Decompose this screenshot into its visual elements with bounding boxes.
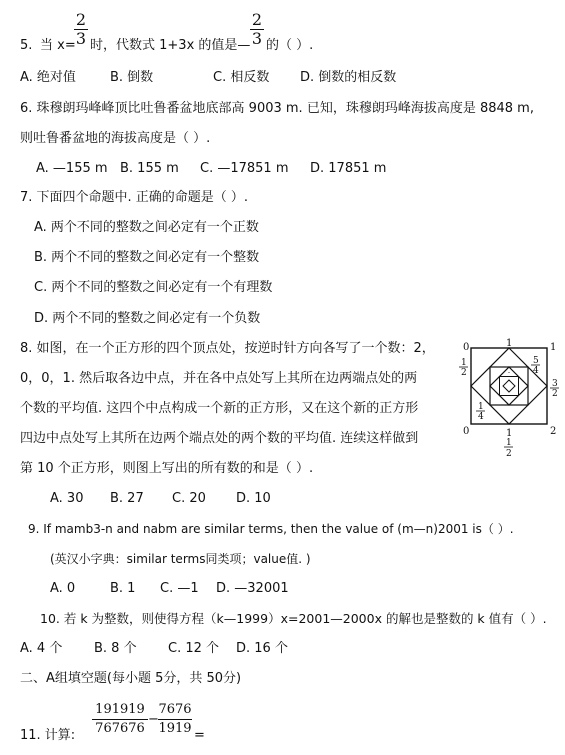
corner-top-left: 0 bbox=[463, 342, 470, 353]
q6-option-c: C. —17851 m bbox=[200, 161, 289, 176]
q6-line-1: 6. 珠穆朗玛峰峰顶比吐鲁番盆地底部高 9003 m. 已知，珠穆朗玛峰海拔高度是 8848 m, bbox=[20, 101, 534, 116]
q8-line-1: 8. 如图，在一个正方形的四个顶点处，按逆时针方向各写了一个数：2， bbox=[20, 341, 435, 356]
q5-option-a: A. 绝对值 bbox=[20, 70, 76, 85]
q6-option-d: D. 17851 m bbox=[310, 161, 387, 176]
q10-option-a: A. 4 个 bbox=[20, 641, 63, 656]
q5-frac2-den: 3 bbox=[251, 29, 263, 48]
frac-inner-left-num: 1 bbox=[478, 402, 484, 412]
q7-option-c: C. 两个不同的整数之间必定有一个有理数 bbox=[34, 280, 273, 295]
q8-line-2: 0，0，1. 然后取各边中点，并在各中点处写上其所在边两端点处的两 bbox=[20, 371, 418, 386]
q11-label: 11. 计算: bbox=[20, 728, 76, 743]
q11-frac2-den: 1919 bbox=[158, 721, 192, 736]
q7-option-a: A. 两个不同的整数之间必定有一个正数 bbox=[34, 220, 259, 235]
q8-line-3: 个数的平均值. 这四个中点构成一个新的正方形，又在这个新的正方形 bbox=[20, 401, 419, 416]
q5-stem-c: 的（ ）. bbox=[266, 38, 314, 53]
q9-option-a: A. 0 bbox=[50, 581, 76, 596]
q5-option-d: D. 倒数的相反数 bbox=[300, 70, 397, 85]
q5-fraction-1 bbox=[74, 12, 88, 47]
frac-inner-left-den: 4 bbox=[478, 412, 484, 422]
q6-option-b: B. 155 m bbox=[120, 161, 179, 176]
section-heading: 二、A组填空题(每小题 5分，共 50分) bbox=[20, 671, 242, 686]
corner-bottom-right: 2 bbox=[550, 426, 557, 437]
q7-stem: 7. 下面四个命题中. 正确的命题是（ ）. bbox=[20, 190, 249, 205]
q5-number: 5. bbox=[20, 38, 33, 53]
q5-frac2-num: 2 bbox=[251, 10, 263, 29]
q8-line-5: 第 10 个正方形，则图上写出的所有数的和是（ ）. bbox=[20, 461, 314, 476]
q5-frac1-den: 3 bbox=[75, 29, 87, 48]
q11-frac2-num: 7676 bbox=[158, 702, 192, 717]
q11-frac1-num: 191919 bbox=[95, 702, 145, 717]
frac-right-num: 3 bbox=[552, 379, 558, 389]
frac-left-den: 2 bbox=[461, 368, 467, 378]
q6-option-a: A. —155 m bbox=[36, 161, 108, 176]
corner-bottom-left: 0 bbox=[463, 426, 470, 437]
q11-fraction-1 bbox=[92, 702, 148, 737]
mid-top: 1 bbox=[506, 338, 513, 349]
q11-fraction-2 bbox=[158, 702, 192, 737]
frac-right-den: 2 bbox=[552, 389, 558, 399]
q5-stem-b: 时，代数式 1+3x 的值是— bbox=[90, 38, 251, 53]
fraction-bar bbox=[158, 719, 192, 720]
q9-option-c: C. —1 bbox=[160, 581, 199, 596]
q6-line-2: 则吐鲁番盆地的海拔高度是（ ）. bbox=[20, 131, 211, 146]
q8-option-a: A. 30 bbox=[50, 491, 84, 506]
q5-stem-a: 当 x= bbox=[40, 38, 76, 53]
q7-option-d: D. 两个不同的整数之间必定有一个负数 bbox=[34, 311, 261, 326]
q8-line-4: 四边中点处写上其所在边两个端点处的两个数的平均值. 连续这样做到 bbox=[20, 431, 419, 446]
q8-option-b: B. 27 bbox=[110, 491, 144, 506]
q9-option-b: B. 1 bbox=[110, 581, 136, 596]
q9-option-d: D. —32001 bbox=[216, 581, 289, 596]
q5-option-b: B. 倒数 bbox=[110, 70, 154, 85]
q5-fraction-2 bbox=[250, 12, 264, 47]
q10-option-b: B. 8 个 bbox=[94, 641, 137, 656]
frac-inner-right-den: 4 bbox=[533, 366, 539, 376]
q10-option-d: D. 16 个 bbox=[236, 641, 288, 656]
corner-top-right: 1 bbox=[550, 342, 557, 353]
mid-bottom: 1 bbox=[506, 428, 513, 439]
q5-option-c: C. 相反数 bbox=[213, 70, 270, 85]
q11-frac1-den: 767676 bbox=[95, 721, 145, 736]
fraction-bar bbox=[92, 719, 148, 720]
frac-left-num: 1 bbox=[461, 358, 467, 368]
q9-note: (英汉小字典：similar terms同类项；value值. ) bbox=[50, 552, 311, 566]
q10-option-c: C. 12 个 bbox=[168, 641, 220, 656]
q8-option-c: C. 20 bbox=[172, 491, 206, 506]
q11-minus: − bbox=[148, 712, 159, 727]
q9-stem: 9. If mamb3-n and nabm are similar terms, then the value of (m—n)2001 is（ ）. bbox=[28, 522, 514, 536]
q5-frac1-num: 2 bbox=[75, 10, 87, 29]
q10-stem: 10. 若 k 为整数，则使得方程（k—1999）x=2001—2000x 的解也是整数的 k 值有（ ）. bbox=[40, 611, 547, 626]
frac-bottom-num: 1 bbox=[506, 438, 512, 448]
q8-option-d: D. 10 bbox=[236, 491, 271, 506]
frac-inner-right-num: 5 bbox=[533, 356, 539, 366]
sixth-square bbox=[503, 380, 515, 392]
q7-option-b: B. 两个不同的整数之间必定有一个整数 bbox=[34, 250, 260, 265]
q11-equals: = bbox=[194, 728, 205, 743]
frac-bottom-den: 2 bbox=[506, 449, 512, 459]
nested-squares-figure bbox=[454, 338, 564, 463]
